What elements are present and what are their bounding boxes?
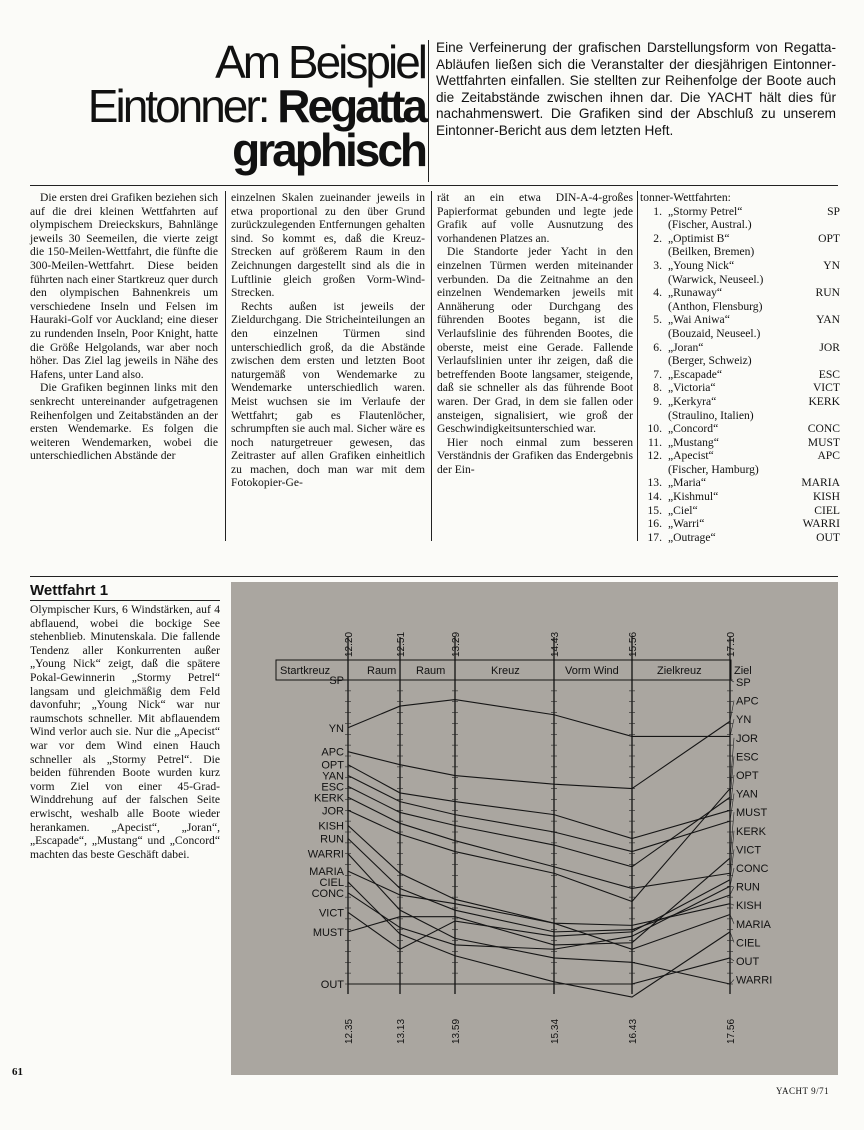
result-boat-code: YN xyxy=(823,258,840,272)
chart-label-start: YAN xyxy=(322,770,344,783)
result-boat-code: SP xyxy=(827,204,840,218)
result-row xyxy=(640,517,840,531)
result-boat-name: „Apecist“ xyxy=(668,449,714,463)
result-skipper: (Berger, Schweiz) xyxy=(668,354,752,368)
horizontal-rule xyxy=(30,600,220,601)
chart-leg-label: Kreuz xyxy=(491,665,520,677)
text-column-3 xyxy=(437,191,633,476)
result-row xyxy=(640,205,840,219)
result-row xyxy=(640,504,840,518)
chart-series-line xyxy=(348,789,730,902)
result-boat-name: „Maria“ xyxy=(668,476,706,490)
result-rank: 17. xyxy=(647,530,662,544)
result-row xyxy=(640,476,840,490)
page-number: 61 xyxy=(12,1066,23,1078)
chart-time-top: 15.56 xyxy=(628,631,639,657)
headline-line2 xyxy=(30,80,425,132)
chart-label-start: JOR xyxy=(322,805,344,818)
chart-time-bottom: 17.56 xyxy=(726,1018,737,1044)
chart-time-bottom: 13.13 xyxy=(396,1018,407,1044)
paragraph: Die Standorte jeder Yacht in den einzelnen Türmen werden miteinander verbunden. Da die Zeitnahme an den einzelnen Wendemarken jeweils mit Annäherung oder Durchgang des führenden Bootes begann, ist die Verlaufslinie des führenden Bootes, die oberste, meist eine Gerade. Fallende Verlaufslinien unter ihr zeigen, daß die betreffenden Boote langsamer, steigende, daß sie schneller als das führende Boot waren. Der Grad, in dem sie fallen oder ansteigen, signalisiert, wie groß der Geschwindigkeitsunterschied war. xyxy=(437,245,633,436)
chart-label-finish: CONC xyxy=(736,863,769,875)
result-skipper: (Beilken, Bremen) xyxy=(668,245,755,259)
result-boat-code: CONC xyxy=(807,422,840,436)
chart-leg-label: Zielkreuz xyxy=(657,665,702,677)
chart-label-start: OPT xyxy=(321,759,344,772)
result-row xyxy=(640,449,840,463)
result-rank: 15. xyxy=(647,503,662,517)
chart-leg-label: Vorm Wind xyxy=(565,665,619,677)
chart-series-line xyxy=(348,854,730,984)
result-boat-name: „Optimist B“ xyxy=(668,231,730,245)
chart-label-finish: MARIA xyxy=(736,918,771,931)
chart-label-start: APC xyxy=(321,746,344,759)
result-boat-name: „Escapade“ xyxy=(668,367,723,381)
result-row xyxy=(640,436,840,450)
result-row xyxy=(640,341,840,355)
chart-label-start: VICT xyxy=(318,907,344,920)
results-list xyxy=(640,191,840,544)
chart-time-bottom: 13.59 xyxy=(451,1018,462,1044)
result-row xyxy=(640,368,840,382)
result-rank: 3. xyxy=(653,258,662,272)
result-boat-name: „Joran“ xyxy=(668,340,704,354)
horizontal-rule xyxy=(30,576,838,577)
chart-label-finish: VICT xyxy=(736,844,762,857)
paragraph: Die Grafiken beginnen links mit den senkrecht untereinander aufgetragenen Reihenfolgen und Zeitabständen an der ersten Wendemarke. Es folgen die weiteren Wendemarken, wobei die unterschiedlichen Abstände der xyxy=(30,381,218,463)
result-rank: 16. xyxy=(647,517,662,531)
column-divider xyxy=(431,191,432,541)
result-rank: 9. xyxy=(653,394,662,408)
chart-label-finish: JOR xyxy=(736,732,758,745)
race-chart xyxy=(231,582,838,1075)
result-rank: 6. xyxy=(653,340,662,354)
footer-reference: YACHT 9/71 xyxy=(776,1086,830,1096)
chart-leg-label: Raum xyxy=(416,665,446,677)
result-row xyxy=(640,313,840,327)
result-skipper: (Fischer, Hamburg) xyxy=(668,462,759,476)
result-row xyxy=(640,286,840,300)
result-row xyxy=(640,232,840,246)
result-boat-code: KERK xyxy=(808,394,840,408)
chart-label-start: KERK xyxy=(314,792,344,805)
chart-label-start: ESC xyxy=(321,781,344,794)
headline-plain: Eintonner: xyxy=(87,80,278,132)
result-boat-name: „Young Nick“ xyxy=(668,258,735,272)
column-divider xyxy=(428,40,429,182)
result-boat-name: „Warri“ xyxy=(668,517,705,531)
paragraph: einzelnen Skalen zueinander jeweils in etwa proportional zu den über Grund zurückzulegenden Entfernungen gehalten sind. So kommt es, daß die Kreuz-Strecken auf größerem Raum in den Zeichnungen dargestellt sind als die in Luftlinie gleich großen Vorm-Wind-Strecken. xyxy=(231,191,425,300)
result-rank: 2. xyxy=(653,231,662,245)
chart-label-finish: ESC xyxy=(736,751,759,764)
column-divider xyxy=(225,191,226,541)
chart-label-start: MUST xyxy=(312,926,344,939)
result-boat-code: YAN xyxy=(816,313,840,327)
race-description: Olympischer Kurs, 6 Windstärken, auf 4 abflauend, wobei die bockige See stehenblieb. Minutenskala. Die fallende Tendenz aller Konkurrenten außer „Young Nick“ zeigt, daß die spätere Pokal-Gewinnerin „Stormy Petrel“ langsam und gleichmäßig dem Feld davonfuhr; „Young Nick“ war nur raumschots schneller. Mit abflauendem Wind verlor auch sie. Nur die „Apecist“ war vor dem Wind einen Hauch schneller als „Stormy Petrel“. Die beiden führenden Boote wurden kurz vorm Ziel von einer 45-Grad-Winddrehung auf der falschen Seite erwischt, weshalb alle Boote wieder herankamen. „Apecist“, „Joran“, „Escapade“, „Mustang“ und „Concord“ machten das beste Geschäft dabei. xyxy=(30,603,220,861)
result-row xyxy=(640,490,840,504)
chart-leg-label: Startkreuz xyxy=(280,665,331,677)
headline-bold: Regatta xyxy=(277,80,425,132)
text-column-2 xyxy=(231,191,425,490)
chart-label-start: SP xyxy=(329,675,344,687)
race-chart-svg xyxy=(231,582,838,1075)
result-rank: 12. xyxy=(647,449,662,463)
result-row xyxy=(640,381,840,395)
paragraph: Die ersten drei Grafiken beziehen sich auf die drei kleinen Wettfahrten auf olympischem Dreieckskurs, Bahnlänge jeweils 30 Seemeilen, die vierte zeigt die 150-Meilen-Wettfahrt, die fünfte die 300-Meilen-Wettfahrt. Diese beiden führten nach einer Startkreuz quer durch den olympischen Bahnenkreis um verschiedene Inseln und Felsen im Hauraki-Golf vor Auckland; eine dieser zu rundenden Inseln, Poor Knight, hatte die Größe Helgolands, war aber noch höher. Das Ziel lag jeweils in Nähe des Hafens, unter Land also. xyxy=(30,191,219,381)
result-rank: 14. xyxy=(647,490,662,504)
chart-series-line xyxy=(348,700,730,737)
result-row xyxy=(640,422,840,436)
chart-time-top: 14.43 xyxy=(550,631,561,657)
chart-label-finish: OUT xyxy=(736,956,760,968)
paragraph: Rechts außen ist jeweils der Zieldurchgang. Die Stricheinteilungen an den einzelnen Türmen sind unterschiedlich groß, da die Abstände zwischen dem ersten und letzten Boot naturgemäß von Wendemarke zu Wendemarke unterschiedlich waren. Meist wuchsen sie im Verlaufe der Wettfahrt; gab es Flautenlöcher, schrumpften sie auch mal. Sicher wäre es noch naturgetreuer gewesen, das Zeitraster auf allen Grafiken einheitlich zu machen, doch man war mit dem Fotokopier-Ge- xyxy=(231,299,425,490)
horizontal-rule xyxy=(30,185,838,186)
chart-label-finish: KISH xyxy=(736,900,762,913)
result-row xyxy=(640,531,840,545)
chart-label-start: YN xyxy=(328,722,344,735)
chart-label-finish: KERK xyxy=(736,825,766,838)
result-rank: 13. xyxy=(647,476,662,490)
chart-label-start: KISH xyxy=(318,820,344,833)
result-boat-code: MARIA xyxy=(801,476,840,490)
chart-label-start: CONC xyxy=(311,887,344,900)
result-boat-name: „Runaway“ xyxy=(668,286,723,300)
chart-time-bottom: 15.34 xyxy=(550,1018,561,1044)
result-boat-code: MUST xyxy=(807,435,840,449)
chart-series-line xyxy=(348,882,730,997)
result-boat-code: JOR xyxy=(819,340,840,354)
chart-leg-label: Ziel xyxy=(734,665,752,677)
result-skipper: (Anthon, Flensburg) xyxy=(668,299,763,313)
chart-series-line xyxy=(348,721,730,788)
headline-line1: Am Beispiel xyxy=(215,36,425,88)
result-boat-name: „Wai Aniwa“ xyxy=(668,313,730,327)
chart-label-finish: YAN xyxy=(736,788,758,801)
chart-label-start: CIEL xyxy=(319,876,344,889)
result-boat-name: „Stormy Petrel“ xyxy=(668,204,743,218)
result-boat-code: RUN xyxy=(815,286,840,300)
column-divider xyxy=(637,191,638,541)
chart-time-top: 12.20 xyxy=(344,631,355,657)
results-items xyxy=(640,205,840,545)
result-boat-name: „Kerkyra“ xyxy=(668,394,717,408)
result-boat-code: APC xyxy=(817,449,840,463)
result-rank: 10. xyxy=(647,422,662,436)
chart-label-finish: APC xyxy=(736,695,759,708)
chart-time-bottom: 16.43 xyxy=(628,1018,639,1044)
paragraph: rät an ein etwa DIN-A-4-großes Papierformat gebunden und legte jede Grafik auf volle Ausnutzung des vorhandenen Platzes an. xyxy=(437,191,633,245)
chart-label-start: OUT xyxy=(320,979,344,991)
chart-time-top: 17.10 xyxy=(726,631,737,657)
chart-leg-label: Raum xyxy=(367,665,397,677)
result-rank: 4. xyxy=(653,286,662,300)
result-boat-name: „Kishmul“ xyxy=(668,490,719,504)
result-boat-code: OPT xyxy=(818,231,840,245)
chart-series-line xyxy=(348,858,730,945)
result-rank: 7. xyxy=(653,367,662,381)
result-boat-code: WARRI xyxy=(802,517,840,531)
result-boat-code: CIEL xyxy=(814,503,840,517)
result-boat-code: ESC xyxy=(818,367,840,381)
result-boat-name: „Mustang“ xyxy=(668,435,719,449)
result-row xyxy=(640,395,840,409)
chart-label-finish: SP xyxy=(736,677,751,689)
chart-label-finish: WARRI xyxy=(736,974,773,987)
chart-label-finish: CIEL xyxy=(736,937,761,950)
results-heading: tonner-Wettfahrten: xyxy=(640,191,731,204)
chart-time-top: 13.29 xyxy=(451,631,462,657)
chart-time-top: 12.51 xyxy=(396,631,407,657)
chart-label-finish: YN xyxy=(736,714,752,727)
headline xyxy=(30,36,425,176)
chart-series-line xyxy=(348,797,730,888)
result-boat-code: KISH xyxy=(812,490,840,504)
result-skipper: (Straulino, Italien) xyxy=(668,408,754,422)
chart-label-finish: OPT xyxy=(736,770,759,782)
result-rank: 1. xyxy=(653,204,662,218)
chart-label-finish: RUN xyxy=(736,881,760,894)
result-boat-name: „Concord“ xyxy=(668,422,719,436)
text-column-1 xyxy=(30,191,218,463)
result-skipper: (Fischer, Austral.) xyxy=(668,218,752,232)
intro-paragraph: Eine Verfeinerung der grafischen Darstellungsform von Regatta-Abläufen ließen sich die Veranstalter der diesjährigen Eintonner-Wettfahrten einfallen. Sie stellten zur Reihenfolge der Boote auch die Zeitabstände zwischen ihnen dar. Die YACHT hält dies für nachahmenswert. Die Grafiken sind der Abschluß zu unserem Eintonner-Bericht aus dem letzten Heft. xyxy=(436,40,836,138)
headline-line3: graphisch xyxy=(232,124,425,176)
chart-label-start: WARRI xyxy=(307,848,344,861)
chart-label-start: MARIA xyxy=(309,866,344,879)
result-boat-name: „Outrage“ xyxy=(668,530,716,544)
race-title: Wettfahrt 1 xyxy=(30,582,109,599)
result-rank: 11. xyxy=(647,435,662,449)
result-skipper: (Warwick, Neuseel.) xyxy=(668,272,764,286)
paragraph: Hier noch einmal zum besseren Verständnis der Grafiken das Endergebnis der Ein- xyxy=(437,435,633,476)
result-rank: 5. xyxy=(653,313,662,327)
chart-series-line xyxy=(348,765,730,839)
chart-label-start: RUN xyxy=(320,833,344,846)
result-boat-name: „Ciel“ xyxy=(668,503,698,517)
chart-time-bottom: 12.35 xyxy=(344,1018,355,1044)
chart-series-line xyxy=(348,839,730,932)
result-boat-name: „Victoria“ xyxy=(668,381,716,395)
result-row xyxy=(640,259,840,273)
chart-label-finish: MUST xyxy=(736,807,768,820)
result-boat-code: VICT xyxy=(812,381,840,395)
result-skipper: (Bouzaid, Neuseel.) xyxy=(668,326,761,340)
result-rank: 8. xyxy=(653,381,662,395)
result-boat-code: OUT xyxy=(816,530,840,544)
